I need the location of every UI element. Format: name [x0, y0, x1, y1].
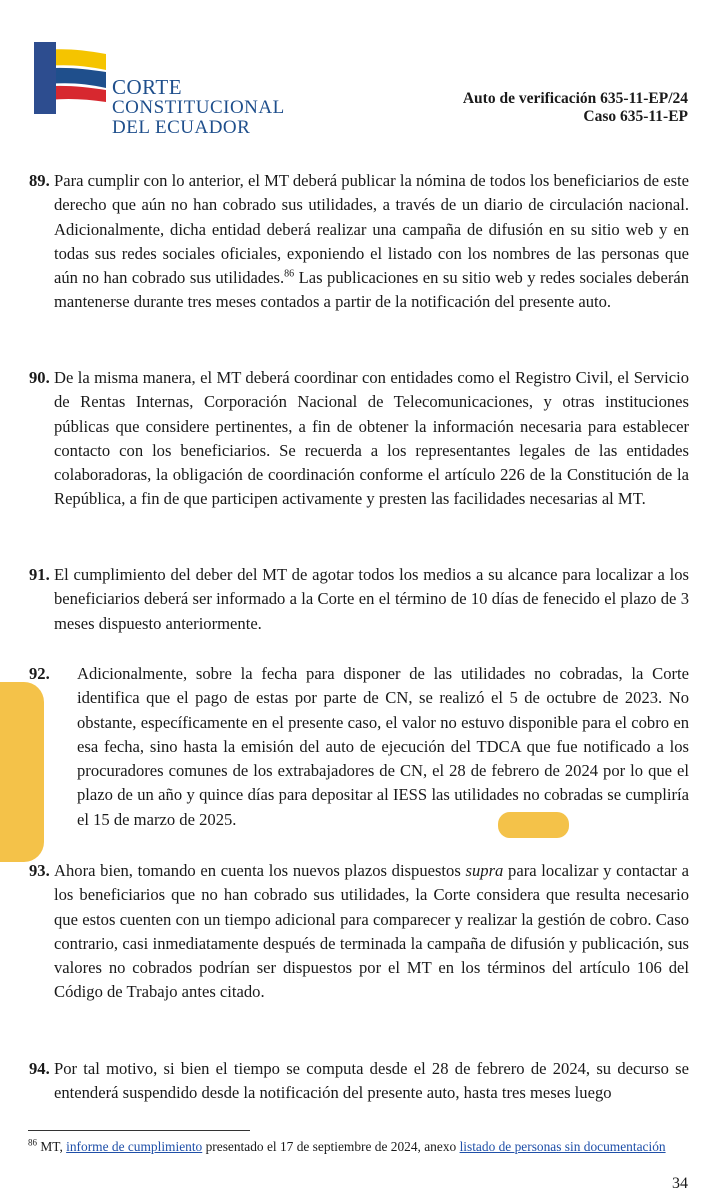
paragraph-90 — [29, 366, 689, 512]
logo-line-2: CONSTITUCIONAL — [112, 97, 285, 118]
listado-link[interactable]: listado de personas sin documentación — [459, 1139, 666, 1154]
paragraph-text: Por tal motivo, si bien el tiempo se computa desde el 28 de febrero de 2024, su decurso se entenderá suspendido desde la notificación del presente auto, hasta tres meses luego — [54, 1059, 689, 1103]
paragraph-94 — [29, 1057, 689, 1106]
paragraph-text-body: Para cumplir con lo anterior, el MT deberá publicar la nómina de todos los beneficiarios de este derecho que aún no han cobrado sus utilidades, a través de un diario de circulación nacional. Adicionalmente, dicha entidad deberá realizar una campaña de difusión en su sitio web y en todas sus redes sociales oficiales, exponiendo el listado con los nombres de las personas que aún no han cobrado sus utilidades. — [54, 171, 689, 288]
paragraph-text-body: para localizar y contactar a los beneficiarios que no han cobrado sus utilidades, la Corte considera que resulta necesario que estos cuenten con un tiempo adicional para comparecer y realizar la gestión de cobro. Caso contrario, casi inmediatamente después de terminada la campaña de difusión y publicación, sus valores no cobrados podrían ser dispuestos por el MT en los términos del artículo 106 del Código de Trabajo antes citado. — [54, 861, 690, 1002]
paragraph-number: 90. — [29, 368, 50, 387]
logo-flag-icon — [34, 42, 108, 114]
paragraph-89 — [29, 169, 689, 315]
case-reference: Caso 635-11-EP — [583, 108, 688, 125]
paragraph-text: De la misma manera, el MT deberá coordinar con entidades como el Registro Civil, el Servicio de Rentas Internas, Corporación Nacional de Telecomunicaciones, y otras instituciones públicas que considere pertinentes, a fin de obtener la información necesaria para establecer contacto con los beneficiarios. Se recuerda a los representantes legales de las entidades colaboradoras, la obligación de coordinación conforme el artículo 226 de la Constitución de la República, a fin de que participen activamente y presten las facilidades necesarias al MT. — [54, 368, 689, 509]
paragraph-91 — [29, 563, 689, 636]
auto-reference: Auto de verificación 635-11-EP/24 — [462, 90, 688, 107]
italic-term: supra — [465, 861, 504, 880]
page-number: 34 — [672, 1175, 688, 1192]
footnote-86 — [28, 1138, 690, 1157]
paragraph-92 — [29, 662, 689, 832]
footnote-separator — [28, 1130, 250, 1131]
paragraph-93 — [29, 859, 689, 1005]
court-logo — [32, 40, 294, 140]
document-header — [463, 90, 688, 126]
paragraph-number: 94. — [29, 1059, 50, 1078]
logo-line-3: DEL ECUADOR — [112, 117, 251, 138]
paragraph-text-tail: Las publicaciones en su sitio web y redes sociales deberán mantenerse durante tres meses contados a partir de la notificación del presente auto. — [54, 268, 690, 312]
informe-link[interactable]: informe de cumplimiento — [66, 1139, 203, 1154]
footnote-prefix: MT, — [37, 1139, 67, 1154]
paragraph-text: Adicionalmente, sobre la fecha para disponer de las utilidades no cobradas, la Corte identifica que el pago de estas por parte de CN, se realizó el 5 de octubre de 2023. No obstante, específicamente en el presente caso, el valor no estuvo disponible para el cobro en esa fecha, sino hasta la emisión del auto de ejecución del TDCA que fue notificado a los procuradores comunes de los extrabajadores de CN, el 28 de febrero de 2024 por lo que el plazo de un año y quince días para depositar al IESS las utilidades no cobradas se cumpliría el 15 de marzo de 2025. — [77, 664, 689, 829]
logo-wordmark — [112, 76, 285, 139]
paragraph-text — [54, 169, 689, 315]
paragraph-number: 92. — [29, 664, 50, 683]
paragraph-number: 91. — [29, 565, 50, 584]
paragraph-text-start: Ahora bien, tomando en cuenta los nuevos plazos dispuestos — [54, 861, 466, 880]
footnote-middle: presentado el 17 de septiembre de 2024, anexo — [202, 1139, 460, 1154]
paragraph-number: 89. — [29, 171, 50, 190]
paragraph-text: El cumplimiento del deber del MT de agotar todos los medios a su alcance para localizar a los beneficiarios deberá ser informado a la Corte en el término de 10 días de fenecido el plazo de 3 meses dispuesto anteriormente. — [54, 565, 689, 633]
paragraph-number: 93. — [29, 861, 50, 880]
logo-line-1: CORTE — [112, 75, 183, 99]
footnote-ref[interactable]: 86 — [284, 268, 295, 280]
footnote-number: 86 — [28, 1137, 37, 1148]
paragraph-text — [54, 859, 689, 1005]
